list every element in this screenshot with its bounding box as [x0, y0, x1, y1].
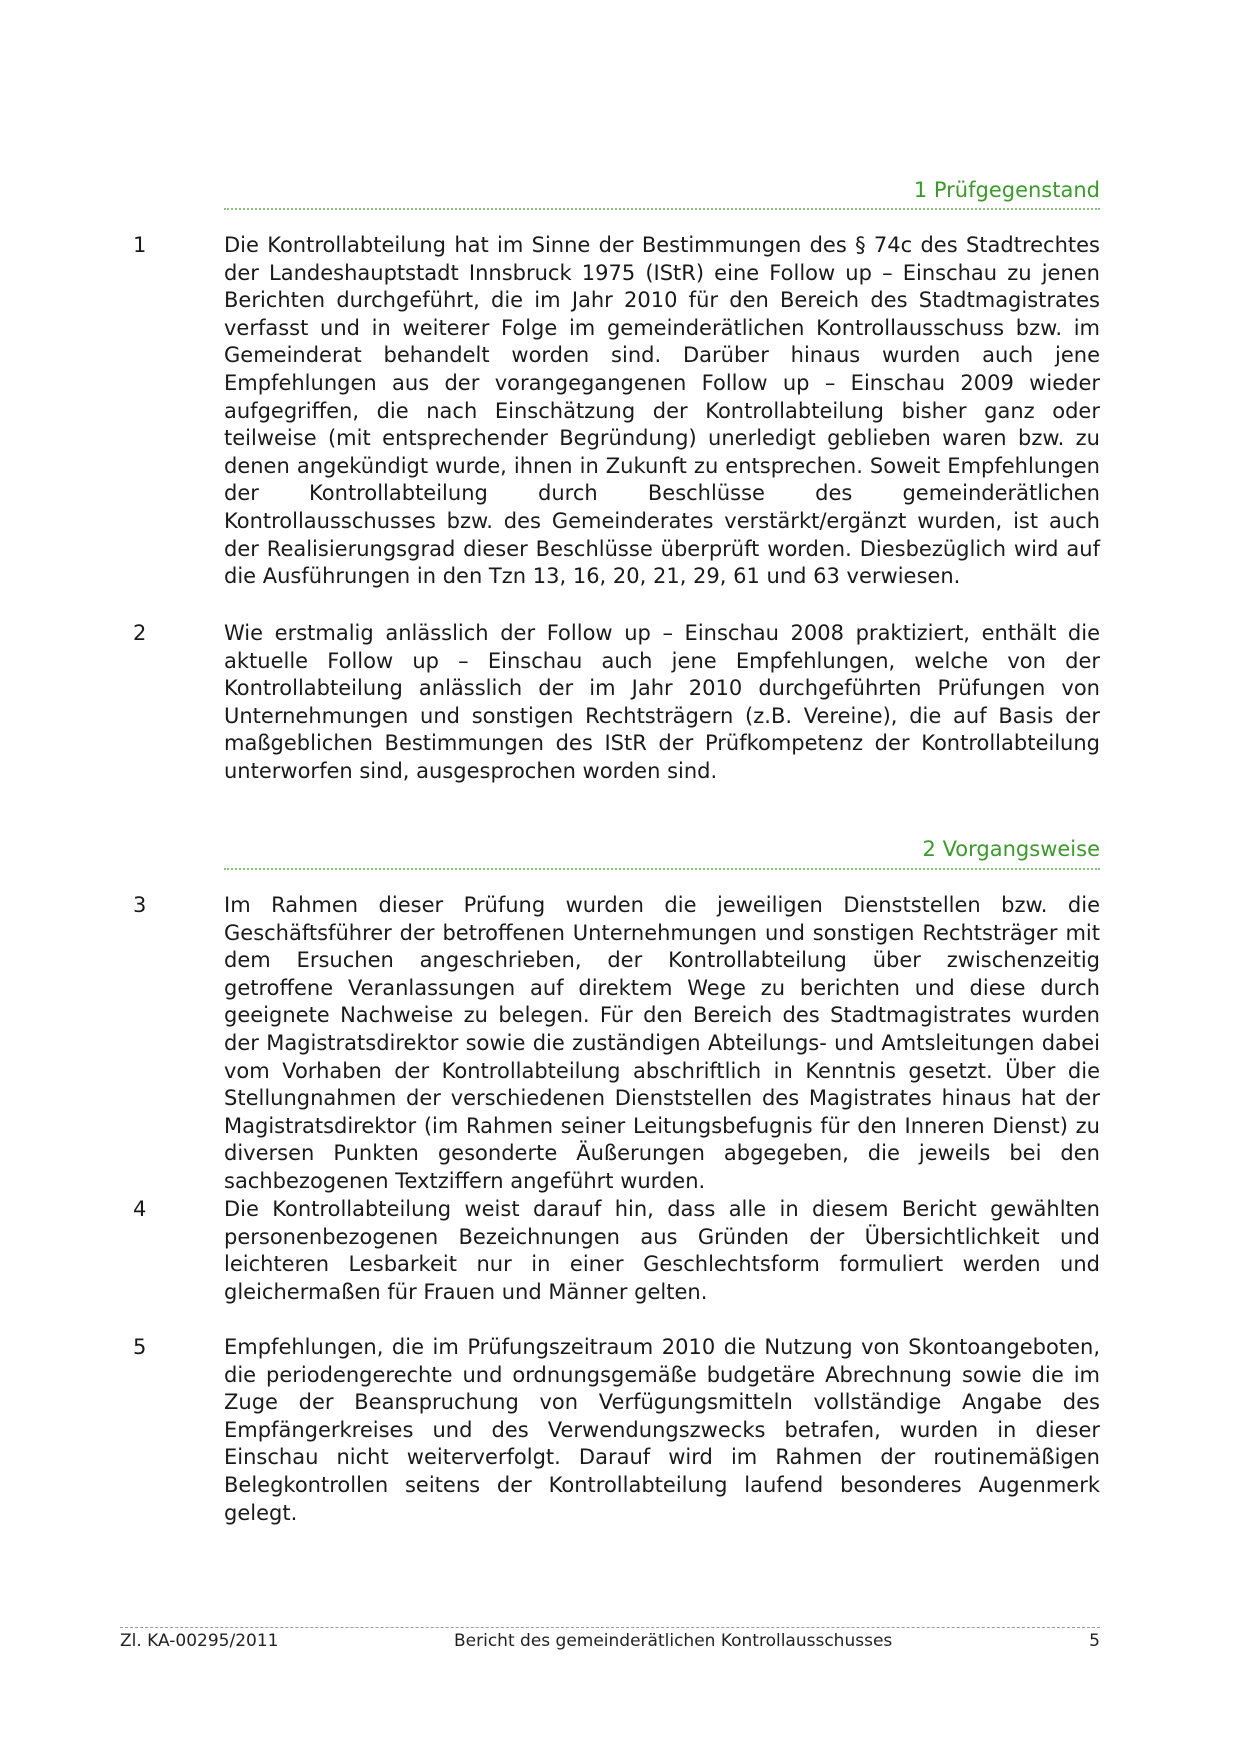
page-number: 5	[1089, 1631, 1100, 1651]
paragraph-number: 4	[133, 1197, 147, 1221]
section-divider	[224, 868, 1100, 870]
footer-divider	[120, 1627, 1100, 1628]
footer-title: Bericht des gemeinderätlichen Kontrollausschusses	[454, 1631, 893, 1651]
section-heading-2: 2 Vorgangsweise	[922, 837, 1100, 861]
paragraph-number: 2	[133, 621, 147, 645]
paragraph-text: Empfehlungen, die im Prüfungszeitraum 2010 die Nutzung von Skontoangeboten, die periodengerechte und ordnungsgemäße budgetäre Abrechnung sowie die im Zuge der Beanspruchung von Verfügungsmitteln vollständige Angabe des Empfängerkreises und des Verwendungszwecks betrafen, wurden in dieser Einschau nicht weiterverfolgt. Darauf wird im Rahmen der routinemäßigen Belegkontrollen seitens der Kontrollabteilung laufend besonderes Augenmerk gelegt.	[224, 1335, 1100, 1525]
section-divider	[224, 208, 1100, 210]
paragraph-number: 3	[133, 893, 147, 917]
paragraph-text: Wie erstmalig anlässlich der Follow up – Einschau 2008 praktiziert, enthält die aktuelle Follow up – Einschau auch jene Empfehlungen, welche von der Kontrollabteilung anlässlich der im Jahr 2010 durchgeführten Prüfungen von Unternehmungen und sonstigen Rechtsträgern (z.B. Vereine), die auf Basis der maßgeblichen Bestimmungen des IStR der Prüfkompetenz der Kontrollabteilung unterworfen sind, ausgesprochen worden sind.	[224, 621, 1100, 783]
paragraph-text: Die Kontrollabteilung hat im Sinne der Bestimmungen des § 74c des Stadtrechtes der Landeshauptstadt Innsbruck 1975 (IStR) eine Follow up – Einschau zu jenen Berichten durchgeführt, die im Jahr 2010 für den Bereich des Stadtmagistrates verfasst und in weiterer Folge im gemeinderätlichen Kontrollausschuss bzw. im Gemeinderat behandelt worden sind. Darüber hinaus wurden auch jene Empfehlungen aus der vorangegangenen Follow up – Einschau 2009 wieder aufgegriffen, die nach Einschätzung der Kontrollabteilung bisher ganz oder teilweise (mit entsprechender Begründung) unerledigt geblieben waren bzw. zu denen angekündigt wurde, ihnen in Zukunft zu entsprechen. Soweit Empfehlungen der Kontrollabteilung durch Beschlüsse des gemeinderätlichen Kontrollausschusses bzw. des Gemeinderates verstärkt/ergänzt wurden, ist auch der Realisierungsgrad dieser Beschlüsse überprüft worden. Diesbezüglich wird auf die Ausführungen in den Tzn 13, 16, 20, 21, 29, 61 und 63 verwiesen.	[224, 233, 1100, 589]
paragraph-number: 1	[133, 233, 147, 257]
paragraph-number: 5	[133, 1335, 147, 1359]
section-heading-1: 1 Prüfgegenstand	[913, 178, 1100, 202]
paragraph-text: Die Kontrollabteilung weist darauf hin, dass alle in diesem Bericht gewählten personenbezogenen Bezeichnungen aus Gründen der Übersichtlichkeit und leichteren Lesbarkeit nur in einer Geschlechtsform formuliert werden und gleichermaßen für Frauen und Männer gelten.	[224, 1197, 1100, 1304]
paragraph-text: Im Rahmen dieser Prüfung wurden die jeweiligen Dienststellen bzw. die Geschäftsführer der betroffenen Unternehmungen und sonstigen Rechtsträger mit dem Ersuchen angeschrieben, der Kontrollabteilung über zwischenzeitig getroffene Veranlassungen auf direktem Wege zu berichten und diese durch geeignete Nachweise zu belegen. Für den Bereich des Stadtmagistrates wurden der Magistratsdirektor sowie die zuständigen Abteilungs- und Amtsleitungen dabei vom Vorhaben der Kontrollabteilung abschriftlich in Kenntnis gesetzt. Über die Stellungnahmen der verschiedenen Dienststellen des Magistrates hinaus hat der Magistratsdirektor (im Rahmen seiner Leitungsbefugnis für den Inneren Dienst) zu diversen Punkten gesonderte Äußerungen abgegeben, die jeweils bei den sachbezogenen Textziffern angeführt wurden.	[224, 893, 1100, 1193]
footer-reference: Zl. KA-00295/2011	[120, 1631, 279, 1651]
